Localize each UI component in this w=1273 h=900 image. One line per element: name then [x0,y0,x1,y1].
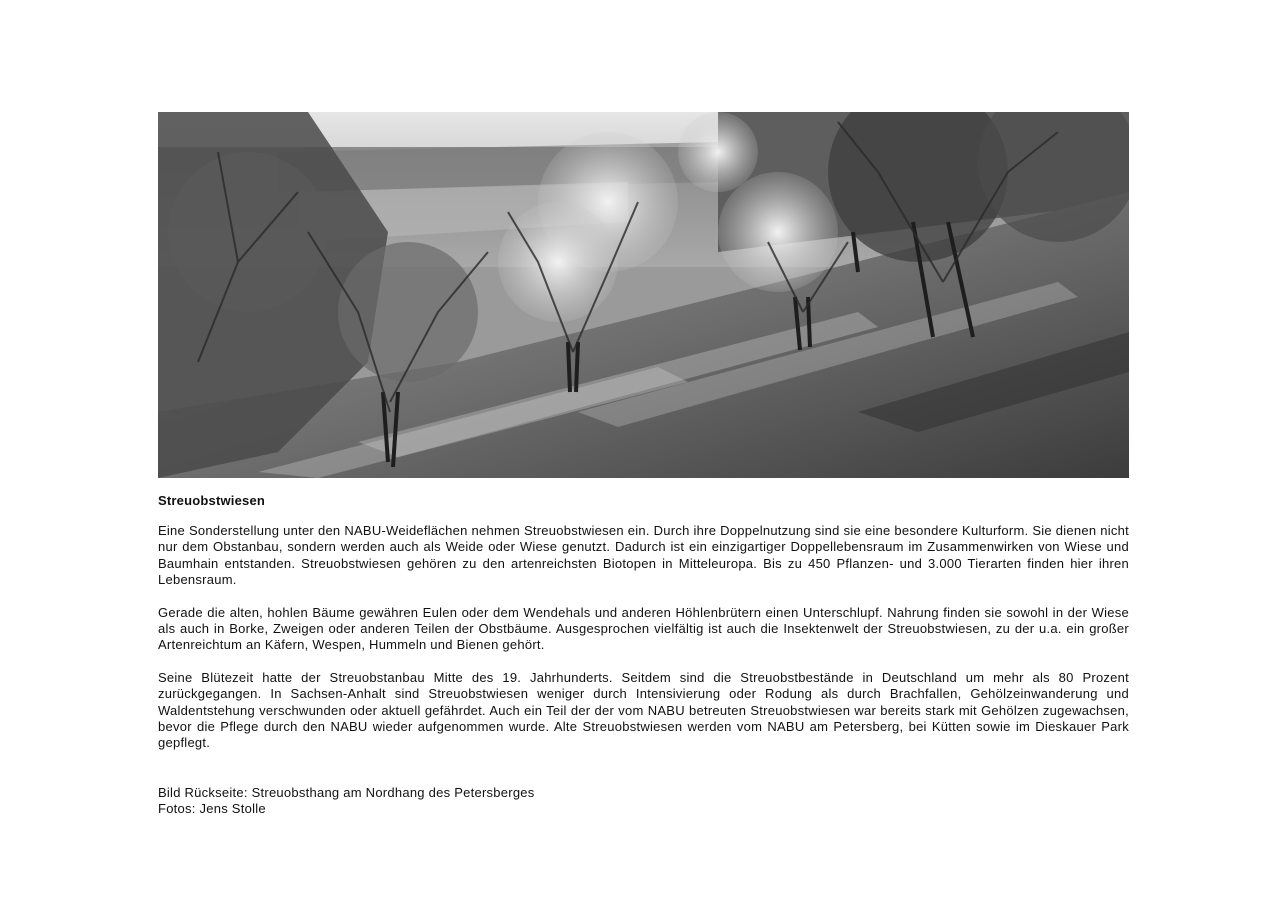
paragraph-intro: Eine Sonderstellung unter den NABU-Weideflächen nehmen Streuobstwiesen ein. Durch ihre Doppelnutzung sind sie eine besondere Kulturform. Sie dienen nicht nur dem Obstanbau, sondern werden auch als Weide oder Wiese genutzt. Dadurch ist ein einzigartiger Doppellebensraum im Zusammenwirken von Wiese und Baumhain entstanden. Streuobstwiesen gehören zu den artenreichsten Biotopen in Mitteleuropa. Bis zu 450 Pflanzen- und 3.000 Tierarten finden hier ihren Lebensraum. [158,523,1129,588]
photo-caption: Bild Rückseite: Streuobsthang am Nordhang des Petersberges [158,784,535,800]
orchard-photo [158,112,1129,478]
document-page [158,112,1129,818]
orchard-photo-drawing [158,112,1129,478]
paragraph-habitat: Gerade die alten, hohlen Bäume gewähren Eulen oder dem Wendehals und anderen Höhlenbrütern einen Unterschlupf. Nahrung finden sie sowohl in der Wiese als auch in Borke, Zweigen oder anderen Teilen der Obstbäume. Ausgesprochen vielfältig ist auch die Insektenwelt der Streuobstwiesen, zu der u.a. ein großer Artenreichtum an Käfern, Wespen, Hummeln und Bienen gehört. [158,604,1129,653]
photographer-credit: Fotos: Jens Stolle [158,801,266,817]
section-title: Streuobstwiesen [158,493,266,508]
photo-credits [158,785,1129,818]
paragraph-history: Seine Blütezeit hatte der Streuobstanbau Mitte des 19. Jahrhunderts. Seitdem sind die Streuobstbestände in Deutschland um mehr als 80 Prozent zurückgegangen. In Sachsen-Anhalt sind Streuobstwiesen weniger durch Intensivierung oder Rodung als durch Brachfallen, Gehölzeinwanderung und Waldentstehung verschwunden oder aktuell gefährdet. Auch ein Teil der der vom NABU betreuten Streuobstwiesen war bereits stark mit Gehölzen zugewachsen, bevor die Pflege durch den NABU wieder aufgenommen wurde. Alte Streuobstwiesen werden vom NABU am Petersberg, bei Kütten sowie im Dieskauer Park gepflegt. [158,669,1129,751]
